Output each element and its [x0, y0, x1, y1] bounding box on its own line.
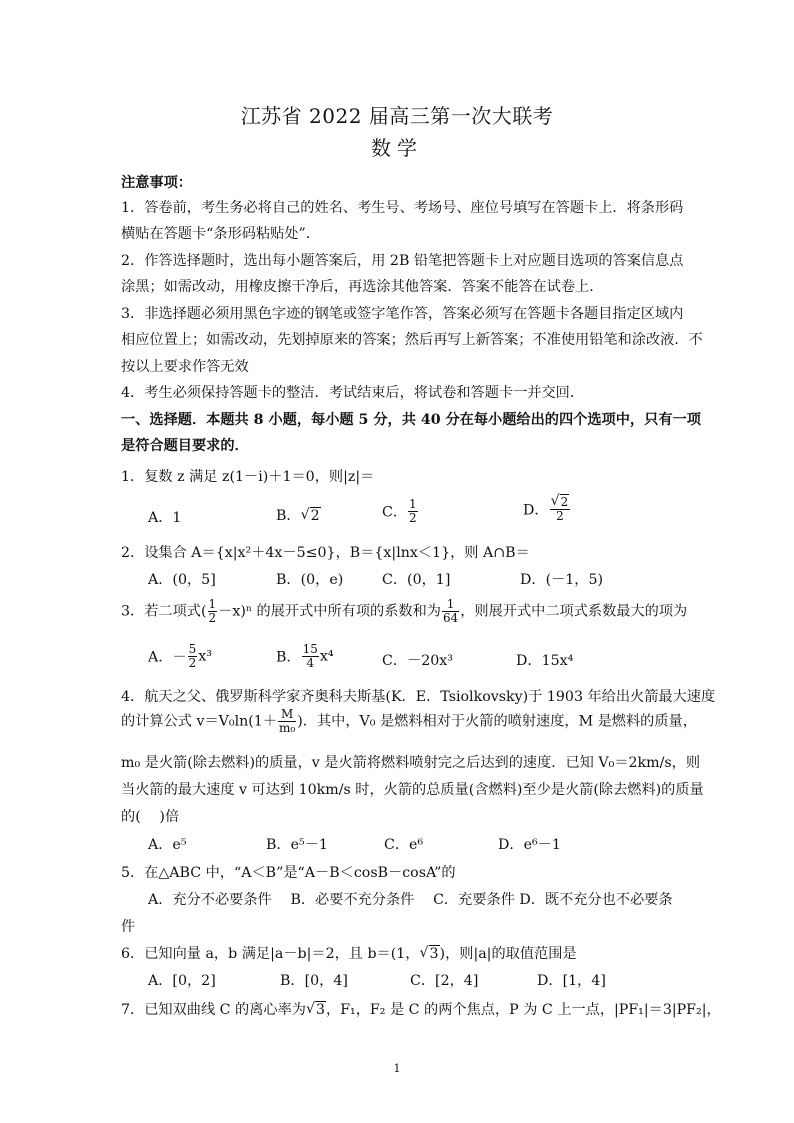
- q2-option-b: B．(0，e): [276, 572, 344, 588]
- q6-option-a: A．[0，2]: [148, 973, 216, 989]
- q2-option-d: D．(－1，5): [520, 572, 604, 588]
- q4-line-4: 当火箭的最大速度 v 可达到 10km/s 时，火箭的总质量(含燃料)至少是火箭(除去燃料)的质量: [121, 782, 704, 798]
- q6-stem: 6．已知向量 a，b 满足|a－b|＝2，且 b＝(1，√ 3)，则|a|的取值范围是: [121, 943, 577, 963]
- section-1-line-1: 一、选择题．本题共 8 小题，每小题 5 分，共 40 分在每小题给出的四个选项中，只有一项: [121, 412, 701, 428]
- q2-option-c: C．(0，1]: [382, 572, 451, 588]
- q1-option-d: D． √ $\frac{2}{2}$: [523, 496, 571, 523]
- q3-option-c: C．－20x³: [382, 653, 453, 669]
- q5-options-tail: 件: [121, 919, 136, 935]
- q5-stem: 5．在△ABC 中，“A＜B”是“A－B＜cosB－cosA”的: [121, 865, 456, 881]
- q6-option-b: B．[0，4]: [280, 973, 348, 989]
- note-3-line-1: 3．非选择题必须用黑色字迹的钢笔或签字笔作答，答案必须写在答题卡各题目指定区域内: [121, 306, 684, 322]
- exam-title: 江苏省 2022 届高三第一次大联考: [240, 104, 554, 128]
- q7-stem: 7．已知双曲线 C 的离心率为√ 3，F₁，F₂ 是 C 的两个焦点，P 为 C 上一点，|PF₁|＝3|PF₂|，: [121, 999, 721, 1019]
- notes-heading: 注意事项：: [121, 175, 192, 191]
- q6-option-d: D．[1，4]: [537, 973, 606, 989]
- q4-option-c: C．e⁶: [384, 837, 424, 853]
- note-4: 4．考生必须保持答题卡的整洁．考试结束后，将试卷和答题卡一并交回．: [121, 385, 585, 401]
- note-3-line-2: 相应位置上；如需改动，先划掉原来的答案；然后再写上新答案；不准使用铅笔和涂改液．不: [121, 332, 703, 348]
- q4-option-b: B．e⁵－1: [266, 837, 328, 853]
- note-2-line-2: 涂黑；如需改动，用橡皮擦干净后，再选涂其他答案．答案不能答在试卷上．: [121, 279, 604, 295]
- exam-subject: 数学: [371, 136, 423, 160]
- note-2-line-1: 2．作答选择题时，选出每小题答案后，用 2B 铅笔把答题卡上对应题目选项的答案信息点: [121, 253, 684, 269]
- q5-options: A．充分不必要条件 B．必要不充分条件 C．充要条件 D．既不充分也不必要条: [148, 892, 673, 908]
- q6-option-c: C．[2，4]: [410, 973, 479, 989]
- note-1-line-2: 横贴在答题卡“条形码粘贴处”．: [121, 226, 320, 242]
- note-1-line-1: 1．答卷前，考生务必将自己的姓名、考生号、考场号、座位号填写在答题卡上．将条形码: [121, 200, 684, 216]
- page-number: 1: [393, 1062, 401, 1075]
- q3-option-a: A．－ $\frac{5}{2}$ x³: [148, 642, 212, 670]
- q4-line-5: 的( )倍: [121, 809, 180, 825]
- q2-option-a: A．(0，5]: [148, 572, 216, 588]
- q1-option-c: C． $\frac{1}{2}$: [382, 497, 417, 525]
- q1-option-a: A．1: [148, 510, 182, 526]
- q4-line-2: 的计算公式 v＝V₀ln(1＋ $\frac{M}{\text{m₀}}$ )．其中，V₀ 是燃料相对于火箭的喷射速度，M 是燃料的质量，: [121, 707, 697, 735]
- q3-option-b: B． $\frac{15}{4}$ x⁴: [276, 642, 334, 670]
- q3-option-d: D．15x⁴: [516, 653, 574, 669]
- note-3-line-3: 按以上要求作答无效: [121, 359, 249, 375]
- q4-option-a: A．e⁵: [148, 837, 187, 853]
- q2-stem: 2．设集合 A＝{x|x²＋4x－5≤0}，B＝{x|lnx＜1}，则 A∩B＝: [121, 545, 530, 561]
- q1-option-b: B．√ 2: [276, 505, 321, 525]
- q4-line-1: 4．航天之父、俄罗斯科学家齐奥科夫斯基(K．E．Tsiolkovsky)于 1903 年给出火箭最大速度: [121, 689, 716, 705]
- section-1-line-2: 是符合题目要求的．: [121, 438, 249, 454]
- q1-stem: 1．复数 z 满足 z(1－i)＋1＝0，则|z|＝: [121, 469, 375, 485]
- q3-stem: 3．若二项式( $\frac{1}{2}$ －x)ⁿ 的展开式中所有项的系数和为 $\frac{1}{64}$ ，则展开式中二项式系数最大的项为: [121, 597, 688, 625]
- q4-option-d: D．e⁶－1: [498, 837, 561, 853]
- q4-line-3: m₀ 是火箭(除去燃料)的质量，v 是火箭将燃料喷射完之后达到的速度．已知 V₀＝2km/s，则: [121, 755, 701, 771]
